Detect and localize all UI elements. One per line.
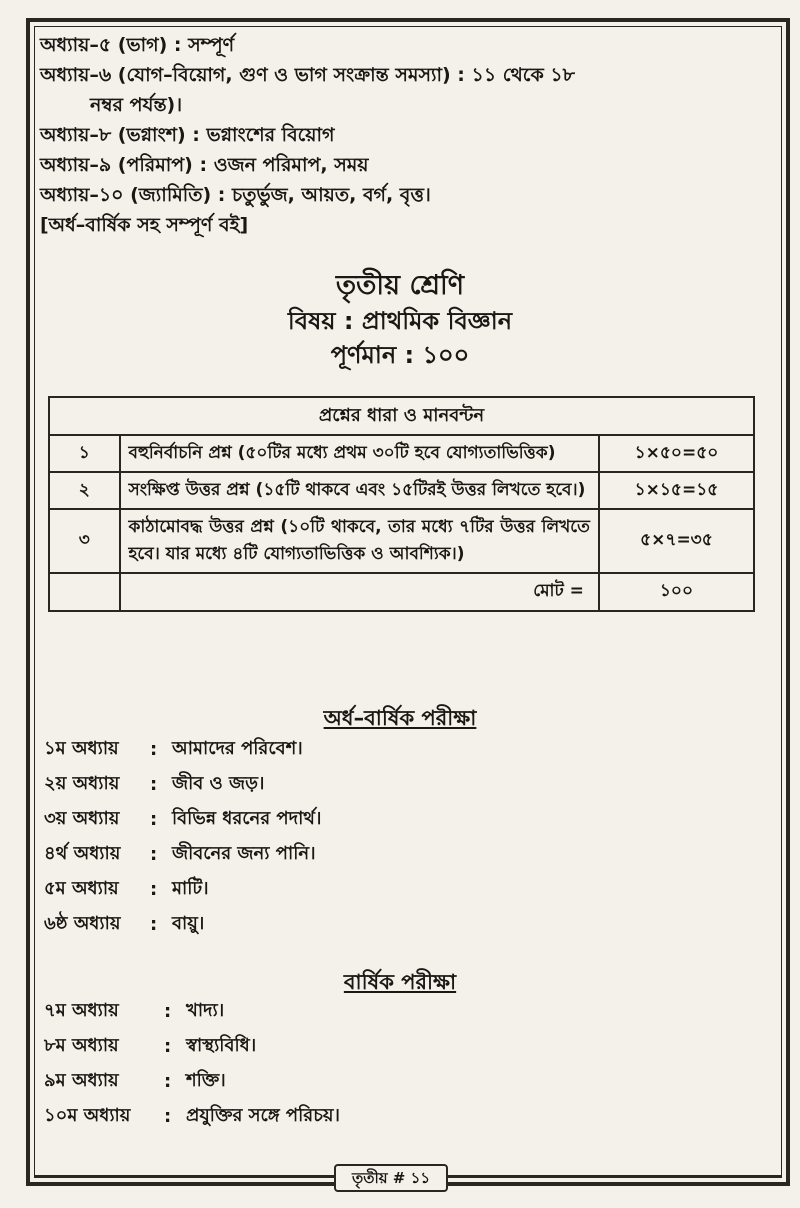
list-item [44,1029,340,1064]
chapter-name: ৮ম অধ্যায় [44,1035,119,1056]
table-row [49,509,754,573]
table-header: প্রশ্নের ধারা ও মানবন্টন [49,397,754,435]
page-number-tab: তৃতীয় # ১১ [334,1164,448,1192]
chapter-topic: প্রযুক্তির সঙ্গে পরিচয়। [186,1105,340,1126]
chapter-name: ৯ম অধ্যায় [44,1070,119,1091]
chapter-topic: মাটি। [172,878,209,899]
chapter-name: ৬ষ্ঠ অধ্যায় [44,913,121,934]
full-marks-title: পূর্ণমান : ১০০ [330,341,470,369]
chapter-topic: জীব ও জড়। [172,773,265,794]
chapter-name: ১ম অধ্যায় [44,738,119,759]
subject-title: বিষয় : প্রাথমিক বিজ্ঞান [287,307,513,335]
chapter-topic: খাদ্য। [186,1000,225,1021]
list-item [44,1064,340,1099]
syllabus-line-note: [অর্ধ–বার্ষিক সহ সম্পূর্ণ বই] [40,214,249,236]
grade-title: তৃতীয় শ্রেণি [335,270,465,301]
chapter-colon: : [150,844,158,865]
chapter-name: ১০ম অধ্যায় [44,1105,131,1126]
chapter-topic: বায়ু। [172,913,205,934]
chapter-topic: শক্তি। [186,1070,226,1091]
chapter-colon: : [164,1071,172,1092]
marks-distribution-table [48,396,755,612]
chapter-name: ৪র্থ অধ্যায় [44,843,121,864]
table-header-row [49,397,754,435]
chapter-topic: জীবনের জন্য পানি। [172,843,316,864]
table-row [49,472,754,509]
chapter-topic: আমাদের পরিবেশ। [172,738,303,759]
chapter-name: ৫ম অধ্যায় [44,878,119,899]
row-description: কাঠামোবদ্ধ উত্তর প্রশ্ন (১০টি থাকবে, তার মধ্যে ৭টির উত্তর লিখতে হবে। যার মধ্যে ৪টি যোগ্যতাভিত্তিক ও আবশ্যিক।) [120,509,599,573]
row-number: ৩ [49,509,120,573]
syllabus-line-ch6-cont: নম্বর পর্যন্ত)। [90,94,183,116]
list-item [44,994,340,1029]
syllabus-line-ch9: অধ্যায়–৯ (পরিমাপ) : ওজন পরিমাপ, সময় [40,154,369,176]
chapter-colon: : [150,914,158,935]
syllabus-line-ch8: অধ্যায়–৮ (ভগ্নাংশ) : ভগ্নাংশের বিয়োগ [40,124,335,146]
row-marks: ৫×৭=৩৫ [599,509,754,573]
total-value: ১০০ [599,573,754,611]
table-total-row [49,573,754,611]
row-description: সংক্ষিপ্ত উত্তর প্রশ্ন (১৫টি থাকবে এবং ১৫টিরই উত্তর লিখতে হবে।) [120,472,599,509]
chapter-colon: : [164,1106,172,1127]
total-empty-cell [49,573,120,611]
chapter-colon: : [164,1036,172,1057]
row-number: ২ [49,472,120,509]
list-item [44,907,321,942]
table-row [49,435,754,472]
syllabus-top-section [40,30,760,372]
chapter-topic: স্বাস্থ্যবিধি। [186,1035,257,1056]
annual-chapter-list [44,994,340,1134]
list-item [44,837,321,872]
chapter-colon: : [150,879,158,900]
list-item [44,732,321,767]
list-item [44,802,321,837]
half-yearly-chapter-list [44,732,321,942]
chapter-topic: বিভিন্ন ধরনের পদার্থ। [172,808,322,829]
syllabus-line-ch5: অধ্যায়–৫ (ভাগ) : সম্পূর্ণ [40,34,235,56]
half-yearly-exam-title: অর্ধ–বার্ষিক পরীক্ষা [323,706,477,730]
list-item [44,767,321,802]
row-description: বহুনির্বাচনি প্রশ্ন (৫০টির মধ্যে প্রথম ৩০টি হবে যোগ্যতাভিত্তিক) [120,435,599,472]
list-item [44,872,321,907]
annual-exam-title: বার্ষিক পরীক্ষা [343,970,457,994]
row-number: ১ [49,435,120,472]
total-label: মোট = [120,573,599,611]
chapter-name: ২য় অধ্যায় [44,773,120,794]
syllabus-line-ch10: অধ্যায়–১০ (জ্যামিতি) : চতুর্ভুজ, আয়ত, বর্গ, বৃত্ত। [40,184,431,206]
list-item [44,1099,340,1134]
chapter-name: ৩য় অধ্যায় [44,808,120,829]
chapter-colon: : [164,1001,172,1022]
syllabus-line-ch6: অধ্যায়–৬ (যোগ–বিয়োগ, গুণ ও ভাগ সংক্রান্ত সমস্যা) : ১১ থেকে ১৮ [40,64,576,86]
row-marks: ১×৫০=৫০ [599,435,754,472]
chapter-colon: : [150,774,158,795]
chapter-colon: : [150,739,158,760]
row-marks: ১×১৫=১৫ [599,472,754,509]
chapter-name: ৭ম অধ্যায় [44,1000,119,1021]
chapter-colon: : [150,809,158,830]
